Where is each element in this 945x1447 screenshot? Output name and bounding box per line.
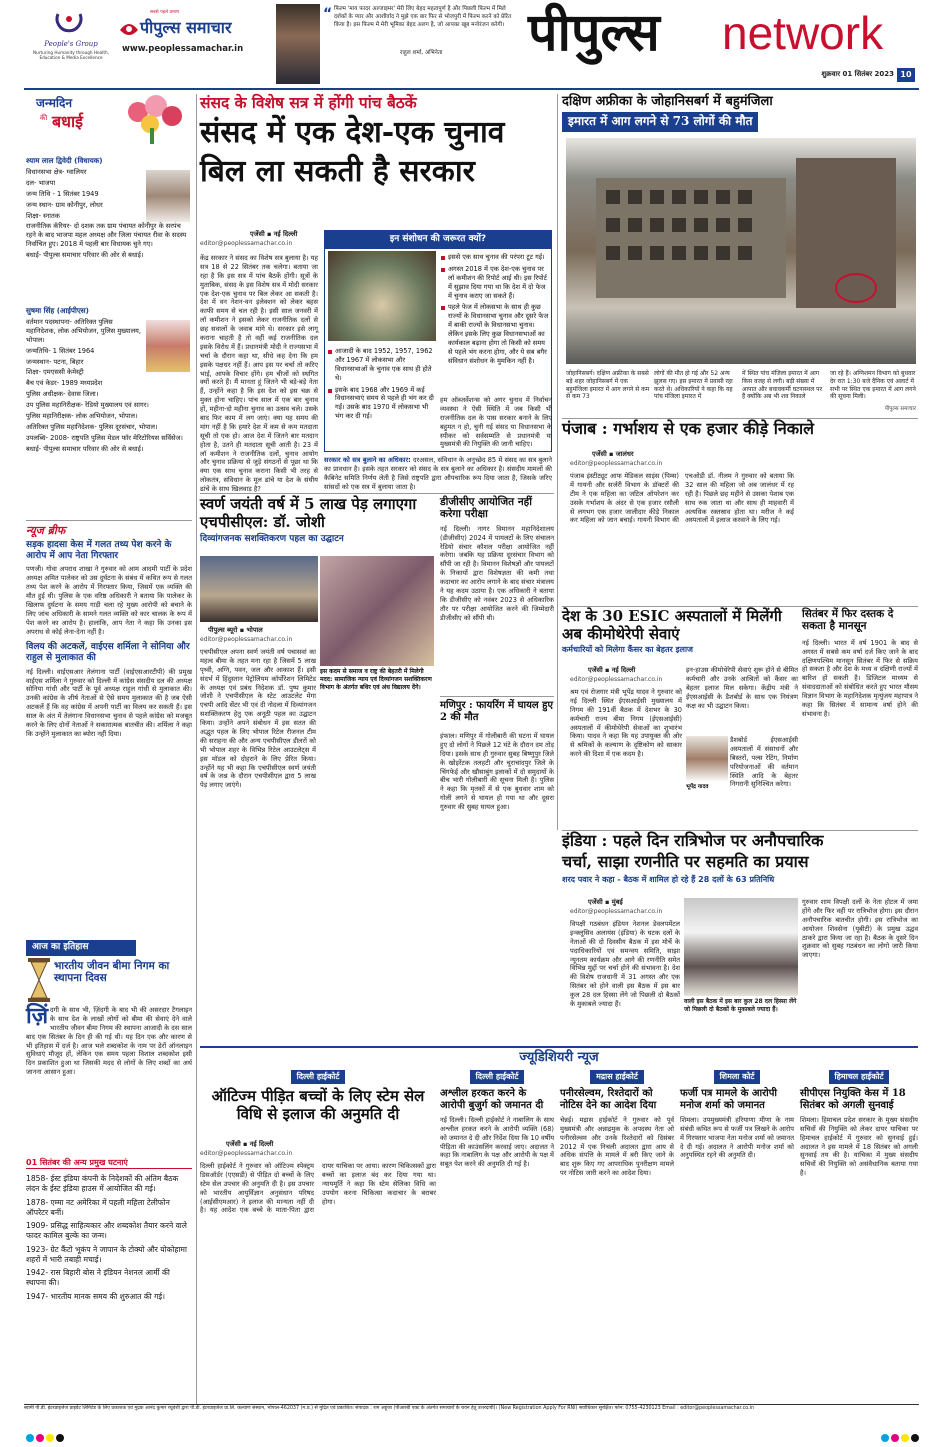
india-alliance-photo xyxy=(684,898,798,996)
brand-hindi: पीपुल्स xyxy=(528,2,660,63)
event-item: 1942- रास बिहारी बोस ने इंडियन नेशनल आर्मी की स्थापना की। xyxy=(26,1268,170,1288)
birthday-title-sub: की xyxy=(40,114,48,122)
birthday-person-1-details xyxy=(26,168,192,262)
birthday-person-2-name: सुषमा सिंह (आईपीएस) xyxy=(26,306,89,315)
judiciary-e-body: शिमला। हिमाचल प्रदेश सरकार के मुख्य संसदीय सचिवों की नियुक्ति को लेकर दायर याचिका पर हिमाचल हाईकोर्ट में गुरुवार को सुनवाई हुई। अदालत ने इस मामले में 18 सितंबर को अगली सुनवाई तय की है। याचिका में मुख्य संसदीय सचिवों की नियुक्ति को असंवैधानिक बताया गया है। xyxy=(800,1115,918,1178)
johannesburg-caption-3: में स्थित पांच मंजिला इमारत में आग किस वजह से लगी। बड़ी संख्या में आपात और बचावकर्मी घटनास्थल पर हैं क्योंकि अब भी शव निकाले xyxy=(742,370,823,401)
actor-photo xyxy=(276,4,320,84)
esic-photo-caption: भूपेंद्र यादव xyxy=(686,784,709,790)
punjab-body: पंजाब इंस्टीट्यूट आफ मेडिकल साइंस (पिम्स) में गायनी और सर्जरी विभाग के डॉक्टरों की टीम ने एक महिला का जटिल ऑपरेशन कर उसके गर्भाशय के अंदर से एक हजार रसौली से लगभग एक हजार जालीदार कीड़े निकाल कर महिला को जान बचाई। गायनी विभाग की एचओडी डॉ. नीलम ने गुरुवार को बताया कि 32 साल की महिला जो अब जालंधर में रह रही है। पिछले छह महीने से उसका पेशाब एक साथ रुक जाता था और साथ ही माहवारी में अत्यधिक रक्तस्राव होता था। मरीज ने कई अस्पतालों में इलाज करवाने के लिए गई। xyxy=(570,472,794,525)
events-list xyxy=(26,1174,192,1305)
masthead-rule xyxy=(24,88,919,90)
monsoon-body: नई दिल्ली। भारत में वर्ष 1901 के बाद से अगस्त में सबसे कम वर्षा दर्ज किए जाने के बाद दक्षिणपश्चिम मानसून सितंबर में फिर से सक्रिय हो सकता है और देश के मध्य व दक्षिणी राज्यों में बारिश हो सकती है। डिजिटल माध्यम से संवाददाताओं को संबोधित करते हुए भारत मौसम विज्ञान विभाग के महानिदेशक मृत्युंजय महापात्र ने कहा कि सितंबर में सामान्य वर्षा होने की संभावना है। xyxy=(802,638,918,718)
dgca-headline[interactable]: डीजीसीए आयोजित नहीं करेगा परीक्षा xyxy=(440,496,532,521)
lead-column-4: हम ऑब्जर्वेशन्स को अगर चुनाव में निर्वाचन व्यवस्था ने ऐसी स्थिति में जब किसी भी राजनीतिक दल के पास सरकार बनाने के लिए बहुमत न हो, चुनी गई संसद या विधानसभा के स्पीकर को सर्वसम्मति से प्रधानमंत्री या मुख्यमंत्री की नियुक्ति की जानी चाहिए। xyxy=(440,396,552,449)
india-headline-2: चर्चा, साझा रणनीति पर सहमति का प्रयास xyxy=(562,851,809,871)
dgca-story xyxy=(440,496,554,830)
event-item: 1947- भारतीय मानक समय की शुरुआत की गई। xyxy=(26,1291,165,1301)
masthead xyxy=(0,0,945,88)
judiciary-e-headline[interactable]: सीपीएस नियुक्ति केस में 18 सितंबर को अगली सुनवाई xyxy=(800,1088,906,1112)
india-alliance-story xyxy=(562,832,918,1044)
p2-line: पुलिस महानिरीक्षक- लोक अभियोजन, भोपाल। xyxy=(26,412,138,421)
p1-line: राजनीतिक कॅरियर- दो दशक तक ग्राम पंचायत कोनीपुर के सरपंच रहने के बाद भाजपा महल अध्यक्ष और जिला पंचायत रीवा के सदस्य निर्वाचित हुए। 2018 में पहली बार विधायक चुने गए। xyxy=(26,222,187,249)
brand-block xyxy=(522,2,914,72)
india-email: editor@peoplessamachar.co.in xyxy=(570,908,663,915)
joshi-story xyxy=(200,496,434,814)
registration-marks-icon xyxy=(0,1432,945,1444)
page-number: 10 xyxy=(897,68,915,82)
lead-headline[interactable]: संसद में एक देश-एक चुनाव बिल ला सकती है सरकार xyxy=(200,115,505,189)
johannesburg-caption-1: जोहानिसबर्ग। दक्षिण अफ्रीका के सबसे बड़े शहर जोहानिसबर्ग में एक बहुमंजिला इमारत में आग लगने से कम से कम 73 xyxy=(566,370,650,401)
quote-author: राहुल शर्मा, अभिनेता xyxy=(400,50,443,56)
punjab-story xyxy=(562,420,918,610)
paper-name-text: पीपुल्स समाचार xyxy=(140,18,232,37)
event-item: 1858- ईस्ट इंडिया कंपनी के निदेशकों की अंतिम बैठक लंदन के ईस्ट इंडिया हाउस में आयोजित की गई। xyxy=(26,1174,179,1194)
punjab-byline: एजेंसी ▪ जालंधर xyxy=(592,450,634,458)
birthday-title-top: जन्मदिन xyxy=(36,96,73,110)
peoples-group-emblem-icon xyxy=(52,10,86,38)
esic-body: श्रम एवं रोजगार मंत्री भूपेंद्र यादव ने गुरुवार को नई दिल्ली स्थित ईएसआईसी मुख्यालय में निगम की 191वीं बैठक में देशभर के 30 कर्मचारी राज्य बीमा निगम (ईएसआईसी) अस्पतालों में कीमोथेरेपी सेवाओं का शुभारंभ किया। यादव ने कहा कि यह उपायुक्त की ओर से श्रमिकों के कल्याण के दृष्टिकोण को साकार करने की दिशा में एक कदम है। xyxy=(570,688,682,759)
joshi-photo-second xyxy=(320,556,434,666)
esic-body-3: डैशबोर्ड ईएसआईसी अस्पतालों में संसाधनों और बिस्तरों, पल्स रेटिंग, निर्माण परियोजनाओं की वर्तमान स्थिति आदि के बेहतर निगरानी सुनिश्चित करेगा। xyxy=(730,736,798,789)
lead-continued xyxy=(324,392,438,492)
monsoon-story xyxy=(802,608,918,830)
esic-headline[interactable]: देश के 30 ESIC अस्पतालों में मिलेंगी अब कीमोथेरेपी सेवाएं xyxy=(562,607,782,643)
p2-line: जन्मतिथि- 1 सितंबर 1964 xyxy=(26,346,95,355)
joshi-headline[interactable]: स्वर्ण जयंती वर्ष में 5 लाख पेड़ लगाएगा एचपीसीएल: डॉ. जोशी xyxy=(200,495,417,531)
judiciary-d-headline[interactable]: फर्जी पत्र मामले के आरोपी मनोज शर्मा को जमानत xyxy=(680,1088,778,1112)
peoples-group-logo xyxy=(52,10,86,38)
judiciary-b-tag: दिल्ली हाईकोर्ट xyxy=(470,1070,525,1084)
judiciary-a-headline[interactable]: ऑटिज्म पीड़ित बच्चों के लिए स्टेम सेल विधि से इलाज की अनुमति दी xyxy=(211,1087,425,1123)
esic-story xyxy=(562,608,798,830)
manipur-headline[interactable]: मणिपुर : फायरिंग में घायल हुए 2 की मौत xyxy=(440,700,553,723)
esic-subhead: कर्मचारियों को मिलेगा कैंसर का बेहतर इलाज xyxy=(562,645,693,655)
event-item: 1909- प्रसिद्ध साहित्यकार और शब्दकोश तैयार करने वाले फादर कामिल बुल्के का जन्म। xyxy=(26,1221,187,1241)
history-text: दगी के साथ भी, ज़िंदगी के बाद भी की असरदार टैगलाइन के साथ देश के लाखों लोगों को बीमा की सेवाएं देने वाले भारतीय जीवन बीमा निगम की स्थापना आजादी के दस साल बाद एक सितंबर के दिन ही की गई थी। यह दिन एक और कारण से भी इतिहास में दर्ज है। आज भले शब्दकोश के नाम पर ढेरों ऑनलाइन सुविधाएं मौजूद हों, लेकिन एक समय पहला विशाल शब्दकोश इसी दिन प्रकाशित हुआ था जिसकी मदद से लोगों के लिए शब्दों का अर्थ जानना आसान हुआ। xyxy=(26,1006,192,1077)
johannesburg-credit: पीपुल्स समाचार xyxy=(884,406,916,412)
reform-right-item: इससे एक साथ चुनाव की परंपरा टूट गई। xyxy=(441,253,549,262)
p2-line: बधाई- पीपुल्स समाचार परिवार की ओर से बधाई। xyxy=(26,444,144,453)
lead-email: editor@peoplessamachar.co.in xyxy=(200,240,293,247)
group-tagline: Nurturing Humanity through Health, Education & Media Excellence xyxy=(33,50,109,61)
johannesburg-story xyxy=(562,94,918,414)
brief-1-body: पणजी। गोवा अपराध शाखा ने गुरुवार को आम आदमी पार्टी के प्रदेश अध्यक्ष अमित पालेकर को उस दुर्घटना के संबंध में कथित रूप से गलत तथ्य पेश करने के आरोप में गिरफ्तार किया, जिसमें एक व्यक्ति की मौत हुई थी। पुलिस के एक वरिष्ठ अधिकारी ने बताया कि पालेकर के खिलाफ दुर्घटना के समय गाड़ी चला रहे मुख्य आरोपी को बचाने के लिए जांच अधिकारी के सामने गलत व्यक्ति को कार चालक के रूप में पेश करने का आरोप है। हालांकि, आप नेता ने कहा कि उनका इस अपराध से कोई लेना-देना नहीं है। xyxy=(26,565,192,636)
p2-line: शिक्षा- एमएससी केमेस्ट्री xyxy=(26,368,84,377)
p2-line: पुलिस अधीक्षक- देवास जिला। xyxy=(26,390,99,399)
joshi-subhead: दिव्यांगजनक सशक्तिकरण पहल का उद्घाटन xyxy=(200,534,344,545)
lead-body: केंद्र सरकार ने संसद का विशेष सत्र बुलाया है। यह सत्र 18 से 22 सितंबर तक चलेगा। बताया जा रहा है कि इस सत्र में पांच बैठकें होंगी। सूत्रों के मुताबिक, संसद के इस विशेष सत्र में मोदी सरकार एक देश-एक चुनाव पर बिल लेकर आ सकती है। देश में वन नेशन-वन इलेक्शन को लेकर बहस काफी समय से चल रही है। इसी साल जनवरी में लॉ कमीशन ने इसको लेकर राजनीतिक दलों से छह सवालों के जवाब मांगे थे। सरकार इसे लागू कराना चाहती है तो वहीं कई राजनीतिक दल इसके विरोध में हैं। प्रधानमंत्री मोदी ने राज्यसभा में चर्चा के दौरान कहा था, सीधे कह देना कि हम इसके पक्षधर नहीं हैं। आप इस पर चर्चा तो करिए भाई, आपके विचार होंगे। हम चीजों को स्थगित क्यों करते हैं। मैं मानता हूं जितने भी बड़े-बड़े नेता हैं, उन्होंने कहा है कि इस देश को इस चक्र से मुक्त होना चाहिए। पांच साल में एक बार चुनाव हों, महीना-दो महीना चुनाव का उत्सव चले। उसके बाद फिर काम में लग जाएं। क्या यह समय की मांग नहीं है कि हमारे देश में कम से कम मतदाता सूची तो एक हो। आज देश में जितने बार मतदान होता है, उतने ही मतदाता सूची आती है। 23 में लॉ कमीशन ने राजनीतिक दलों, चुनाव आयोग और चुनाव प्रक्रिया से जुड़े संगठनों से पूछा था कि क्या एक साथ चुनाव कराना किसी भी तरह से लोकतंत्र, संविधान के मूल ढांचे या देश के संघीय ढांचे के साथ खिलवाड़ है? xyxy=(200,254,318,494)
johannesburg-photo xyxy=(566,138,916,364)
judiciary-a-byline: एजेंसी ▪ नई दिल्ली xyxy=(226,1140,274,1148)
brief-2-headline[interactable]: विलय की अटकलें, वाईएस शर्मिला ने सोनिया और राहुल से मुलाकात की xyxy=(26,642,190,664)
judiciary-c xyxy=(560,1070,674,1400)
judiciary-banner xyxy=(200,1046,918,1068)
p1-line: दल- भाजपा xyxy=(26,178,56,187)
joshi-body: एचपीसीएल अपना स्वर्ण जयंती वर्ष पचासवां का महत्व बीमा के तहत मना रहा है जिसमें 5 लाख पृथ्वी, अग्नि, पवन, जल और आकाश हैं। इसी संदर्भ में हिंदुस्तान पेट्रोलियम कॉर्पोरेशन लिमिटेड के अध्यक्ष एवं प्रबंध निदेशक डॉ. पुष्प कुमार जोशी ने एचपीसीएल के स्टेट आउटलेट मेगा एचपी आदि सेंटर भी एवं दी नोदला में दिव्यांगजन सशक्तिकरण हेतु एक अनूठी पहल का उद्घाटन किया। उन्होंने अपने संबोधन में इस सतत की अद्भुत पहल के लिए भोपाल रिटेल रीजनल टीम की सराहना की और अन्य एचपीसीएल डीलरों को भी भोपाल शहर के विभिन्न रिटेल आउटलेट्स में इस मॉडल को दोहराने के लिए प्रेरित किया। उन्होंने यह भी कहा कि एचपीसीएल स्वर्ण जयंती वर्ष के जश्न के दौरान एचपीसीएल द्वारा 5 लाख पेड़ लगाए जाएंगे। xyxy=(200,648,316,790)
history-title: भारतीय जीवन बीमा निगम का स्थापना दिवस xyxy=(54,960,170,985)
p2-line: उपलब्धि- 2008- राष्ट्रपति पुलिस मेडल फॉर मेरिटोरियस सर्विसेज। xyxy=(26,433,183,442)
p2-line: उप पुलिस महानिरीक्षक- रेडियो मुख्यालय एवं सागर। xyxy=(26,401,149,410)
johannesburg-title-1[interactable]: दक्षिण अफ्रीका के जोहानिसबर्ग में बहुमंजिला xyxy=(562,94,773,109)
india-headline-1[interactable]: इंडिया : पहले दिन रात्रिभोज पर अनौपचारिक xyxy=(562,831,824,850)
india-byline: एजेंसी ▪ मुंबई xyxy=(588,898,623,906)
group-name: People's Group xyxy=(44,40,98,48)
dgca-body: नई दिल्ली। नागर विमानन महानिदेशालय (डीजीसीए) 2024 में पायलटों के लिए संचालन रेडियो संचार कौशल परीक्षा आयोजित नहीं करेगा। जबकि यह प्रक्रिया दूरसंचार विभाग को सौंपी जा रही है। विमानन विशेषज्ञों और पायलटों के निकायों द्वारा विशेषज्ञता की कमी तथा कदाचार का आरोप लगाने के बाद संचार मंत्रालय ने यह कदम उठाया है। एक अधिकारी ने बताया कि डीजीसीए को नवंबर 2023 से अधिकारिक तौर पर परीक्षा आयोजित करने की जिम्मेदारी डीजीसीए को सौंपी थी। xyxy=(440,524,554,622)
p1-line: शिक्षा- स्नातक xyxy=(26,211,60,220)
punjab-headline[interactable]: पंजाब : गर्भाशय से एक हजार कीड़े निकाले xyxy=(562,419,815,438)
birthday-title xyxy=(26,94,192,146)
reform-left-item: इसके बाद 1968 और 1969 में कई विधानसभाएं समय से पहले ही भंग कर दी गईं। उसके बाद 1970 में लोकसभा भी भंग कर दी गई। xyxy=(328,386,436,422)
judiciary-d-tag: शिमला कोर्ट xyxy=(714,1070,761,1084)
esic-minister-photo xyxy=(686,736,728,782)
judiciary-e-tag: हिमाचल हाईकोर्ट xyxy=(829,1070,890,1084)
news-brief-section xyxy=(26,524,192,938)
color-registration-bar xyxy=(0,1432,945,1444)
brief-2-body: नई दिल्ली। वाईएसआर तेलंगाना पार्टी (वाईएसआरटीपी) की प्रमुख वाईएस शर्मिला ने गुरुवार को दिल्ली में कांग्रेस संसदीय दल की अध्यक्ष सोनिया गांधी और पार्टी के पूर्व अध्यक्ष राहुल गांधी से मुलाकात की। उनकी कांग्रेस के शीर्ष नेताओं से ऐसे समय मुलाकात की है जब ऐसी अटकलें हैं कि वह कांग्रेस में अपनी पार्टी का विलय कर सकती हैं। इस साल के अंत में तेलंगाना विधानसभा चुनाव से पहले कांग्रेस को मजबूत करने के लिए दोनों नेताओं ने सकारात्मक बातचीत की। शर्मिला ने कहा कि उन्होंने मुलाकात का ब्योरा नहीं दिया। xyxy=(26,667,192,738)
joshi-byline: पीपुल्स ब्यूरो ▪ भोपाल xyxy=(208,626,263,634)
history-tag: आज का इतिहास xyxy=(26,940,136,956)
issue-date: शुक्रवार 01 सितंबर 2023 xyxy=(821,70,894,78)
paper-website[interactable]: www.peoplessamachar.in xyxy=(122,44,244,54)
left-divider xyxy=(26,520,192,521)
hourglass-icon xyxy=(26,958,52,1002)
judiciary-b xyxy=(440,1070,554,1400)
judiciary-c-body: चेन्नई। मद्रास हाईकोर्ट ने गुरुवार को पूर्व मुख्यमंत्री और अन्नाद्रमुक के अपदस्थ नेता ओ पनीरसेल्वम और उनके रिश्तेदारों को दिसंबर 2012 में एक निचली अदालत द्वारा आय से अधिक संपत्ति के मामले में बरी किए जाने के बाद शुरू किए गए आपराधिक पुनरीक्षण मामले पर नोटिस जारी करने का आदेश दिया। xyxy=(560,1115,674,1178)
esic-body-2: इन-हाउस कीमोथेरेपी सेवाएं शुरू होने से बीमित कर्मचारी और उनके आश्रितों को कैंसर का बेहतर इलाज मिल सकेगा। केंद्रीय मंत्री ने ईएसआईसी के डैशबोर्ड के साथ एक नियंत्रण कक्ष का भी उद्घाटन किया। xyxy=(686,666,798,710)
event-item: 1878- एम्मा नट अमेरिका में पहली महिला टेलीफोन ऑपरेटर बनीं। xyxy=(26,1197,170,1217)
reform-box-title: इन संशोधन की जरूरत क्यों? xyxy=(325,231,551,249)
judiciary-b-body: नई दिल्ली। दिल्ली हाईकोर्ट ने नाबालिग के साथ अश्लील हरकत करने के आरोपी व्यक्ति (68) को जमानत दे दी और निर्देश दिया कि 10 वर्षीय पीड़िता की काउंसलिंग करवाई जाए। अदालत ने कहा कि नाबालिग के पक्ष और आरोपी के पक्ष में सबूत पेश करने की अनुमति दी गई है। xyxy=(440,1115,555,1169)
punjab-side-body xyxy=(800,450,918,610)
punjab-email: editor@peoplessamachar.co.in xyxy=(570,460,663,467)
paper-small-text: सबसे पहले प्रमाण xyxy=(150,10,180,15)
footer-rule xyxy=(24,1404,919,1405)
history-drop-cap: ज़िं xyxy=(26,1004,49,1029)
joshi-email: editor@peoplessamachar.co.in xyxy=(200,636,293,643)
judiciary-d-body: शिमला। उपमुख्यमंत्री हरियाणा मीणा के नाम संबंधी कथित रूप से फर्जी पत्र लिखने के आरोप में गिरफ्तार भाजपा नेता मनोज शर्मा को जमानत दे दी गई। अदालत ने आरोपी मनोज शर्मा को अनुपस्थित रहने की अनुमति दी। xyxy=(680,1115,794,1160)
johannesburg-caption-2: लोगों की मौत हो गई और 52 अन्य झुलस गए। इस इमारत में प्रवासी रहा करते थे। अधिकारियों ने कहा कि यह पांच मंजिला इमारत में xyxy=(654,370,733,401)
p1-line: जन्म तिथि - 1 सितंबर 1949 xyxy=(26,189,99,198)
quote-mark-icon: “ xyxy=(323,6,333,22)
india-body-2: गुरुवार शाम विपक्षी दलों के नेता होटल में जमा होंगे और फिर वहीं पर रात्रिभोज होगा। इस दौरान अनौपचारिक बातचीत होगी। इस रात्रिभोज का आयोजन शिवसेना (यूबीटी) के प्रमुख उद्धव ठाकरे द्वारा किया जा रहा है। बैठक के दूसरे दिन शुक्रवार को सुबह गठबंधन का लोगो जारी किया जाएगा। xyxy=(802,898,918,960)
history-section xyxy=(26,940,192,1400)
manipur-body: इंफाल। मणिपुर में गोलीबारी की घटना में घायल हुए दो लोगों ने पिछले 12 घंटे के दौरान दम तोड़ दिया। इसके साथ ही गुरुवार सुबह बिष्णुपुर जिले के खोइरेंटक तलहटी और चुराचांदपुर जिले के चिंगफेई और खौसाबुंग इलाकों में दो समुदायों के बीच भारी गोलीबारी की सूचना मिली है। पुलिस ने कहा कि मृतकों में से एक बुधवार शाम को गोली लगने से घायल हो गया था और दूसरा गुरुवार की सुबह घायल हुआ। xyxy=(440,732,554,812)
birthday-person-2-details xyxy=(26,318,192,456)
events-title: 01 सितंबर की अन्य प्रमुख घटनाएं xyxy=(26,1158,192,1169)
paper-emblem-icon xyxy=(118,18,140,40)
judiciary-a-tag: दिल्ली हाईकोर्ट xyxy=(291,1070,346,1084)
joshi-photo-caption: इस कदम से समाज व राष्ट्र की बेहतरी में मिलेगी मदद: सामाजिक न्याय एवं दिव्यांगजन सशक्तिकरण विभाग के अंतर्गत बधिर एवं अंध विद्यालय देंगे। xyxy=(320,668,432,691)
johannesburg-title-2: इमारत में आग लगने से 73 लोगों की मौत xyxy=(562,112,758,131)
reform-left-item: आजादी के बाद 1952, 1957, 1962 और 1967 में लोकसभा और विधानसभाओं के चुनाव एक साथ ही होते थे। xyxy=(328,347,436,383)
india-photo-caption: वाली इस बैठक में इस बार कुल 28 दल हिस्सा लेंगे जो पिछली दो बैठकों के मुकाबले ज्यादा हैं। xyxy=(684,998,797,1013)
judiciary-b-headline[interactable]: अश्लील हरकत करने के आरोपी बुजुर्ग को जमानत दी xyxy=(440,1088,544,1112)
judiciary-a xyxy=(200,1070,436,1400)
event-item: 1923- ग्रेट कैंटो भूकंप ने जापान के टोक्यो और योकोहामा शहरों में भारी तबाही मचाई। xyxy=(26,1244,187,1264)
paper-name xyxy=(118,18,268,40)
flower-bouquet-icon xyxy=(120,94,190,144)
birthday-title-bottom: बधाई xyxy=(52,112,83,131)
judiciary-banner-text: ज्यूडिशियरी न्यूज xyxy=(519,1050,599,1065)
brand-network: network xyxy=(722,7,884,59)
news-brief-tag: न्यूज ब्रीफ xyxy=(26,524,66,537)
esic-byline: एजेंसी ▪ नई दिल्ली xyxy=(588,666,636,674)
monsoon-headline[interactable]: सितंबर में फिर दस्तक दे सकता है मानसून xyxy=(802,608,894,633)
brief-1-headline[interactable]: सड़क हादसा केस में गलत तथ्य पेश करने के आरोप में आप नेता गिरफ्तार xyxy=(26,540,172,561)
birthday-person-1-name: श्याम लाल द्विवेदी (विधायक) xyxy=(26,156,103,165)
history-body xyxy=(26,1006,192,1077)
building-fire-illustration xyxy=(566,138,916,364)
left-column-rule xyxy=(196,94,197,1404)
joshi-photo-main xyxy=(200,556,318,622)
johannesburg-caption-4: जा रहे हैं। अग्निशमन विभाग को बुधवार देर रात 1:30 बजे दैनिक एवं अलार्ट में सभी पर स्थित एक इमारत में आग लगने की सूचना मिली। xyxy=(830,370,916,401)
session-right-note-title: सरकार को सत्र बुलाने का अधिकार: xyxy=(324,456,411,464)
actor-quote: फिल्म 'माय फादर अल्जाइमर' मेरी लिए बेहद महत्वपूर्ण है और पिछली फिल्म में मिले दर्शकों के प्यार और आशीर्वाद ने मुझे एक बार फिर से भोजपुरी में फिल्म करने को प्रेरित किया है। इस फिल्म में मेरी भूमिका बेहद अलग है, जो आपका खूब मनोरंजन करेगी। xyxy=(334,6,512,28)
judiciary-d xyxy=(680,1070,794,1400)
judiciary-c-tag: मद्रास हाईकोर्ट xyxy=(590,1070,644,1084)
judiciary-e xyxy=(800,1070,918,1400)
dgca-rule xyxy=(440,696,554,697)
lead-byline: एजेंसी ▪ नई दिल्ली xyxy=(250,230,298,238)
esic-email: editor@peoplessamachar.co.in xyxy=(570,676,663,683)
center-rule xyxy=(557,94,558,830)
lead-bottom-rule xyxy=(200,493,554,494)
p1-line: जन्म स्थान- ग्राम कोनीपुर, लोधर xyxy=(26,200,103,209)
p1-line: विधानसभा क्षेत्र- ग्वालियर xyxy=(26,168,87,176)
p2-line: जन्मस्थान- पटना, बिहार xyxy=(26,357,84,366)
india-body: विपक्षी गठबंधन इंडियन नेशनल डेवलपमेंटल इन्क्लूसिव अलायंस (इंडिया) के घटक दलों के नेताओं की दो दिवसीय बैठक में इस मोर्चे के पदाधिकारियों एवं समन्वय समिति, साझा न्यूनतम कार्यक्रम और आगे की रणनीति समेत विभिन्न मुद्दों पर चर्चा होने की संभावना है। देश की विशेष राजधानी में 31 अगस्त और एक सितंबर को होने वाली इस बैठक में इस बार कुल 28 दल हिस्सा लेंगे जो पिछली दो बैठकों के मुकाबले ज्यादा हैं। xyxy=(570,920,680,1009)
india-subhead: शरद पवार ने कहा - बैठक में शामिल हो रहे हैं 28 दलों के 63 प्रतिनिधि xyxy=(562,874,775,884)
p2-line: अतिरिक्त पुलिस महानिदेशक- पुलिस दूरसंचार, भोपाल। xyxy=(26,422,158,431)
lead-kicker: संसद के विशेष सत्र में होंगी पांच बैठकें xyxy=(200,93,417,112)
session-right-note-text: दरअसल, संविधान के अनुच्छेद 85 में संसद का सत्र बुलाने का प्रावधान है। इसके तहत सरकार को संसद के सत्र बुलाने का अधिकार है। संसदीय मामलों की कैबिनेट समिति निर्णय लेती है जिसे राष्ट्रपति द्वारा औपचारिक रूप दिया जाता है, जिसके जरिए सांसदों को एक सत्र में बुलाया जाता है। xyxy=(324,456,552,491)
reform-right-item: पहले फेज में लोकसभा के साथ ही कुछ राज्यों के विधानसभा चुनाव और दूसरे फेज में बाकी राज्यों के विधानसभा चुनाव। लेकिन इसके लिए कुछ विधानसभाओं का कार्यकाल बढ़ाना होगा तो किसी को समय से पहले भंग करना होगा, और ये सब बगैर संविधान संशोधन के मुमकिन नहीं है। xyxy=(441,303,549,365)
reform-right-item: अगस्त 2018 में एक देश-एक चुनाव पर लॉ कमीशन की रिपोर्ट आई थी। इस रिपोर्ट में सुझाव दिया गया था कि देश में दो फेज में चुनाव कराए जा सकते हैं। xyxy=(441,265,549,301)
judiciary-a-body: दिल्ली हाईकोर्ट ने गुरुवार को ऑटिज्म स्पेक्ट्रम डिसऑर्डर (एएसडी) से पीड़ित दो बच्चों के लिए स्टेम सेल उपचार की अनुमति दी है। इस उपचार को भारतीय आयुर्विज्ञान अनुसंधान परिषद (आईसीएमआर) ने इलाज की मान्यता नहीं दी है। यह आदेश एक बच्चे के माता-पिता द्वारा दायर याचिका पर आया। कारण चिकित्सकों द्वारा बच्चों का इलाज बंद कर दिया गया था। न्यायमूर्ति ने कहा कि स्टेम सेलिका विधि का उपयोग करना चिकित्सा कदाचार के बराबर होगा। xyxy=(200,1162,436,1215)
judiciary-a-email: editor@peoplessamachar.co.in xyxy=(200,1150,293,1157)
parliament-photo xyxy=(328,251,436,341)
judiciary-c-headline[interactable]: पनीरसेल्वम, रिश्तेदारों को नोटिस देने का आदेश दिया xyxy=(560,1088,657,1112)
reform-right-list xyxy=(441,253,549,369)
p2-line: बैच एवं केडर- 1989 मध्यप्रदेश xyxy=(26,379,103,388)
footer-imprint: स्वामी पी.डी. इंटरप्राइजेज प्राइवेट लिमिटेड के लिए प्रकाशक एवं मुद्रक आनंद कुमार रघुवंशी द्वारा पी.डी. इंटरप्राइजेज प्रा.लि. कल्याण संस्थान, भोपाल-462037 (म.प्र.) से मुद्रित एवं प्रकाशित। संपादक : राम अहूजा (पीआरबी एक्ट के अंतर्गत समाचारों के चयन हेतु उत्तरदायी)। (New Registration Apply For RNI) सर्वाधिकार सुरक्षित। फोन: 0755-4230123 Email : editor@peoplessamachar.co.in xyxy=(24,1406,754,1411)
p1-line: बधाई- पीपुल्स समाचार परिवार की ओर से बधाई। xyxy=(26,251,144,260)
p2-line: वर्तमान पदस्थापना- अतिरिक्त पुलिस महानिदेशक, लोक अभियोजन, पुलिस मुख्यालय, भोपाल। xyxy=(26,318,141,344)
